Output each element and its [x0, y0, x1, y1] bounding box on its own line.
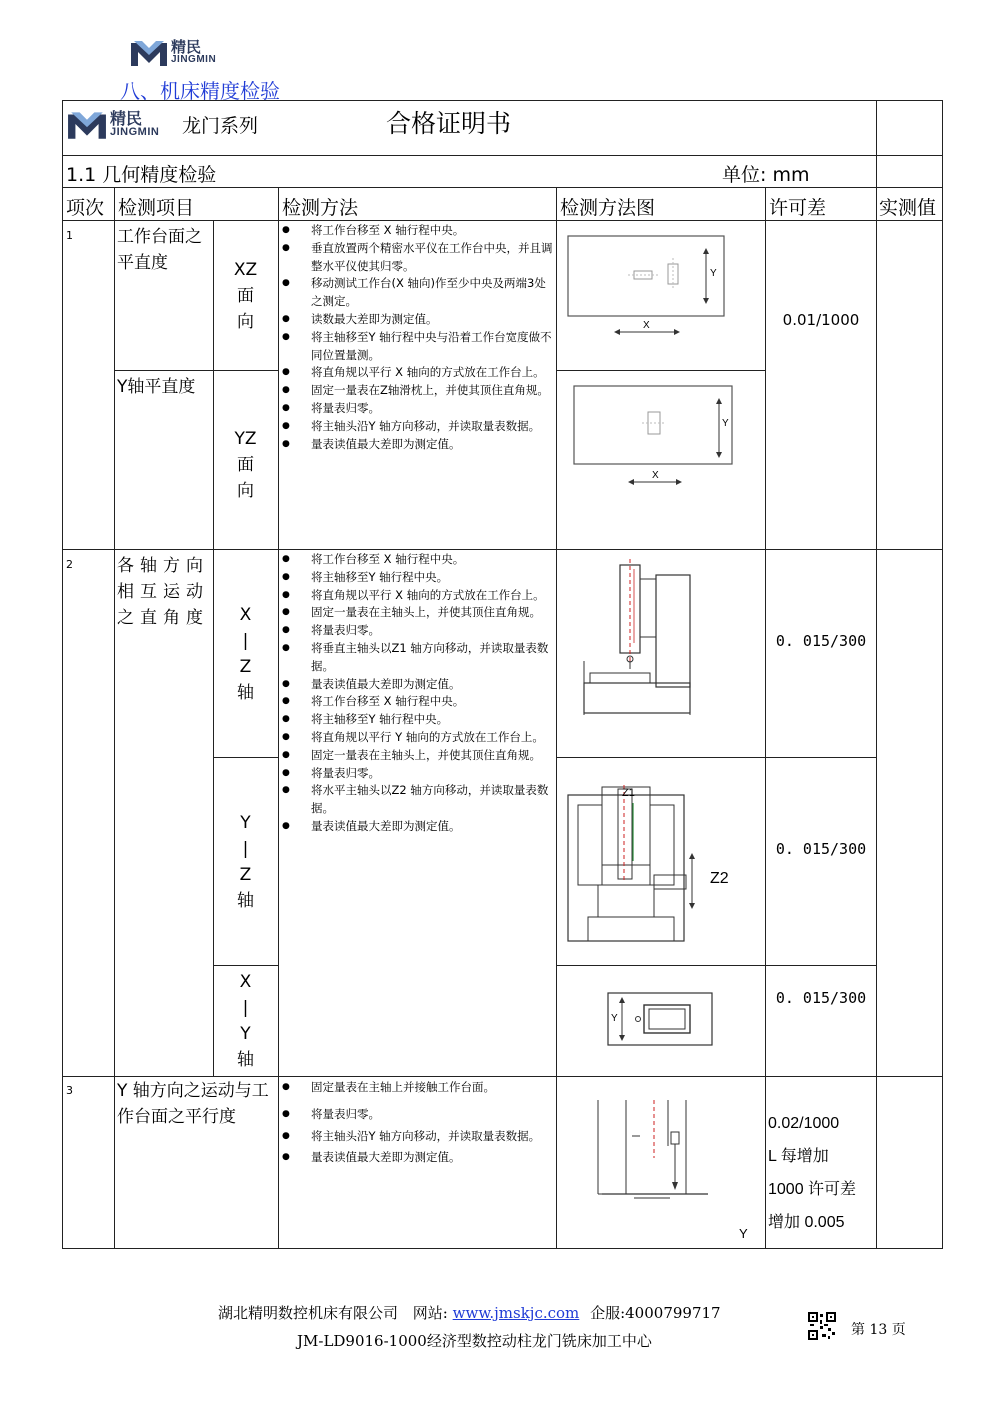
method-step: ● 将直角规以平行 Y 轴向的方式放在工作台上。: [280, 729, 554, 747]
jingmin-logo-icon: [67, 107, 107, 141]
method-step: ● 量表读值最大差即为测定值。: [280, 818, 554, 836]
footer-info: 湖北精明数控机床有限公司 网站: www.jmskjc.com 企服:4000799717: [218, 1304, 721, 1322]
method-step: ● 将工作台移至 X 轴行程中央。: [280, 693, 554, 711]
method-step: ● 移动测试工作台(X 轴向)作至少中央及两端3处之测定。: [280, 275, 554, 311]
col-header-item: 检测项目: [118, 197, 195, 219]
method-list: [280, 551, 554, 836]
product-name: JM-LD9016-1000经济型数控动柱龙门铣床加工中心: [297, 1332, 652, 1350]
col-header-tolerance: 许可差: [769, 197, 827, 219]
axis-label: X: [652, 470, 659, 481]
method-step: ● 将量表归零。: [280, 622, 554, 640]
method-step: ● 将主轴头沿Y 轴方向移动，并读取量表数据。: [280, 1128, 554, 1146]
method-step: ● 将水平主轴头以Z2 轴方向移动，并读取量表数据。: [280, 782, 554, 818]
xz-squareness-diagram: [558, 553, 763, 753]
qr-code-icon: [808, 1312, 836, 1340]
axis-label: Z2: [710, 870, 729, 887]
method-step: ● 读数最大差即为测定值。: [280, 311, 554, 329]
table-logo-name-en: JINGMIN: [110, 125, 160, 138]
item-name: 工作台面之平直度: [117, 227, 202, 273]
series-label: 龙门系列: [182, 115, 259, 137]
page-number: 第 13 页: [851, 1322, 906, 1338]
table-logo: [67, 107, 159, 141]
item-number: 1: [66, 229, 73, 242]
method-step: ● 将量表归零。: [280, 765, 554, 783]
method-list: [280, 222, 554, 453]
direction-label: X | Y 轴: [237, 972, 254, 1070]
method-step: ● 将主轴头沿Y 轴方向移动，并读取量表数据。: [280, 418, 554, 436]
certificate-title: 合格证明书: [386, 109, 512, 138]
method-step: ● 将直角规以平行 X 轴向的方式放在工作台上。: [280, 364, 554, 382]
axis-label: Y: [611, 1013, 618, 1024]
method-step: ● 将工作台移至 X 轴行程中央。: [280, 551, 554, 569]
direction-label: XZ 面 向: [233, 260, 258, 332]
item-name: 各轴方向相互运动之直角度: [117, 556, 209, 628]
col-header-diagram: 检测方法图: [560, 197, 656, 219]
website-link[interactable]: www.jmskjc.com: [452, 1304, 580, 1322]
item-number: 3: [66, 1084, 73, 1097]
axis-label: Y: [739, 1226, 748, 1241]
method-list: [280, 1079, 554, 1167]
axis-label: Y: [710, 268, 717, 279]
y-parallelism-diagram: [558, 1086, 763, 1246]
method-step: ● 量表读值最大差即为测定值。: [280, 1149, 554, 1167]
direction-label: X | Z 轴: [237, 605, 254, 703]
method-step: ● 将量表归零。: [280, 400, 554, 418]
logo-name-en: JINGMIN: [171, 53, 217, 65]
col-header-method: 检测方法: [282, 197, 359, 219]
tolerance-text: 0.02/1000 L 每增加 1000 许可差 增加 0.005: [768, 1115, 857, 1231]
y-axis-flatness-diagram: [558, 374, 763, 494]
method-step: ● 固定一量表在Z轴滑枕上，并使其顶住直角规。: [280, 382, 554, 400]
yz-squareness-diagram: [558, 765, 763, 955]
method-step: ● 固定一量表在主轴头上，并使其顶住直角规。: [280, 604, 554, 622]
tolerance-value: 0. 015/300: [775, 840, 867, 858]
method-step: ● 垂直放置两个精密水平仪在工作台中央，并且调整水平仪使其归零。: [280, 240, 554, 276]
col-header-no: 项次: [66, 197, 105, 219]
axis-label: Y: [722, 418, 729, 429]
worktable-flatness-diagram: [558, 224, 763, 364]
section-subtitle: 1.1 几何精度检验: [66, 164, 217, 186]
method-step: ● 将主轴移至Y 轴行程中央与沿着工作台宽度做不同位置量测。: [280, 329, 554, 365]
method-step: ● 将主轴移至Y 轴行程中央。: [280, 569, 554, 587]
service-number: 4000799717: [625, 1304, 721, 1322]
method-step: ● 固定一量表在主轴头上，并使其顶住直角规。: [280, 747, 554, 765]
axis-label: X: [643, 320, 650, 331]
tolerance-value: 0.01/1000: [782, 311, 860, 329]
method-step: ● 量表读值最大差即为测定值。: [280, 676, 554, 694]
method-step: ● 将量表归零。: [280, 1106, 554, 1124]
direction-label: YZ 面 向: [234, 429, 257, 501]
logo-name-cn: 精民: [171, 37, 202, 56]
item-name: Y 轴方向之运动与工作台面之平行度: [117, 1081, 269, 1127]
method-step: ● 将工作台移至 X 轴行程中央。: [280, 222, 554, 240]
method-step: ● 量表读值最大差即为测定值。: [280, 436, 554, 454]
axis-label: Z1: [622, 787, 635, 799]
item-name: Y轴平直度: [117, 377, 196, 397]
item-number: 2: [66, 558, 73, 571]
method-step: ● 将直角规以平行 X 轴向的方式放在工作台上。: [280, 587, 554, 605]
method-step: ● 将垂直主轴头以Z1 轴方向移动，并读取量表数据。: [280, 640, 554, 676]
section-title: 八、机床精度检验: [120, 79, 280, 103]
method-step: ● 将主轴移至Y 轴行程中央。: [280, 711, 554, 729]
tolerance-value: 0. 015/300: [775, 632, 867, 650]
unit-label: 单位: mm: [722, 164, 810, 186]
jingmin-logo-icon: [130, 37, 168, 67]
direction-label: Y | Z 轴: [237, 813, 254, 911]
table-logo-name-cn: 精民: [110, 108, 143, 128]
header-logo: [130, 37, 216, 67]
xy-squareness-diagram: [558, 969, 763, 1069]
company-name: 湖北精明数控机床有限公司: [218, 1304, 399, 1322]
col-header-measured: 实测值: [879, 197, 937, 219]
method-step: ● 固定量表在主轴上并接触工作台面。: [280, 1079, 554, 1097]
tolerance-value: 0. 015/300: [775, 989, 867, 1007]
